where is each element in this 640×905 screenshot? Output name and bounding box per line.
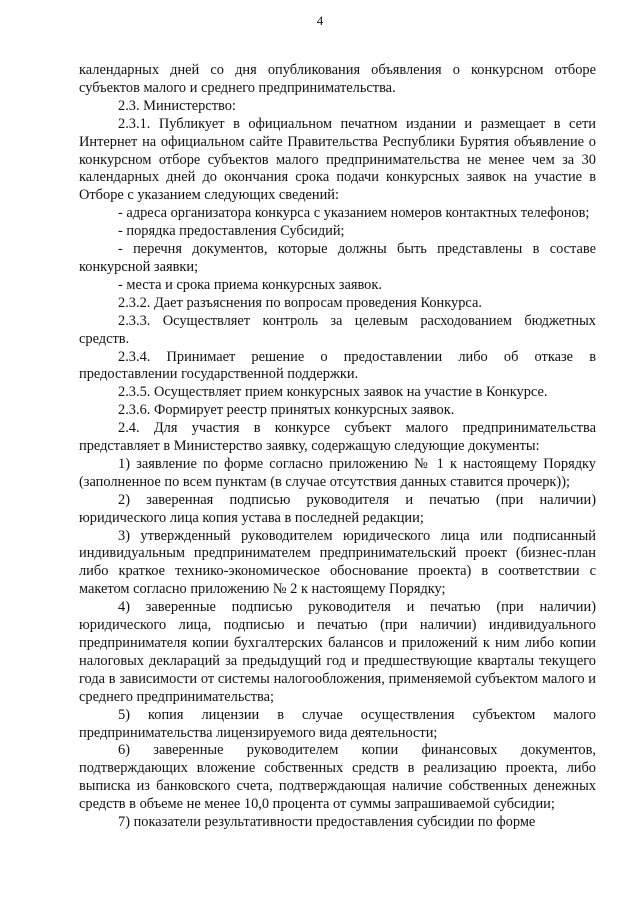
- document-item-7: 7) показатели результативности предоставления субсидии по форме: [118, 814, 536, 831]
- clause-2-3-1: 2.3.1. Публикует в официальном печатном издании и размещает в сети Интернет на официальном сайте Правительства Республики Бурятия объявление о конкурсном отборе субъектов малого предпринимательства не менее чем за 30 календарных дней до окончания срока подачи конкурсных заявок на участие в Отборе с указанием следующих сведений:: [79, 115, 596, 204]
- page-number: 4: [316, 13, 324, 28]
- document-body: [79, 62, 596, 832]
- section-2-4: 2.4. Для участия в конкурсе субъект малого предпринимательства представляет в Министерство заявку, содержащую следующие документы:: [79, 420, 596, 455]
- document-item-1: 1) заявление по форме согласно приложению № 1 к настоящему Порядку (заполненное по всем пунктам (в случае отсутствия данных ставится прочерк));: [79, 455, 596, 490]
- paragraph-continuation: календарных дней со дня опубликования объявления о конкурсном отборе субъектов малого и среднего предпринимательства.: [79, 62, 596, 96]
- list-item-documents: - перечня документов, которые должны быть представлены в составе конкурсной заявки;: [79, 241, 596, 275]
- clause-2-3-4: 2.3.4. Принимает решение о предоставлении либо об отказе в предоставлении государственной поддержки.: [79, 348, 596, 383]
- list-item-addresses: - адреса организатора конкурса с указанием номеров контактных телефонов;: [118, 205, 590, 222]
- document-item-5: 5) копия лицензии в случае осуществления субъектом малого предпринимательства лицензируемого вида деятельности;: [79, 706, 596, 741]
- document-item-6: 6) заверенные руководителем копии финансовых документов, подтверждающих вложение собственных средств в реализацию проекта, либо выписка из банковского счета, подтверждающая наличие собственных денежных средств в объеме не менее 10,0 процента от суммы запрашиваемой субсидии;: [79, 742, 596, 813]
- clause-2-3-5: 2.3.5. Осуществляет прием конкурсных заявок на участие в Конкурсе.: [118, 384, 548, 401]
- document-item-4: 4) заверенные подписью руководителя и печатью (при наличии) юридического лица, подписью и печатью (при наличии) индивидуального предпринимателя копии бухгалтерских балансов и приложений к ним либо копии налоговых деклараций за предыдущий год и предшествующие кварталы текущего года в зависимости от системы налогообложения, применяемой субъектом малого и среднего предпринимательства;: [79, 599, 596, 705]
- document-item-3: 3) утвержденный руководителем юридического лица или подписанный индивидуальным предпринимателем предпринимательский проект (бизнес-план либо краткое технико-экономическое обоснование проекта) в соответствии с макетом согласно приложению № 2 к настоящему Порядку;: [79, 527, 596, 598]
- clause-2-3-2: 2.3.2. Дает разъяснения по вопросам проведения Конкурса.: [118, 294, 482, 311]
- list-item-place: - места и срока приема конкурсных заявок.: [118, 276, 382, 293]
- section-2-3-heading: 2.3. Министерство:: [118, 97, 236, 114]
- list-item-procedure: - порядка предоставления Субсидий;: [118, 223, 345, 240]
- clause-2-3-3: 2.3.3. Осуществляет контроль за целевым расходованием бюджетных средств.: [79, 312, 596, 347]
- document-item-2: 2) заверенная подписью руководителя и печатью (при наличии) юридического лица копия устава в последней редакции;: [79, 491, 596, 526]
- clause-2-3-6: 2.3.6. Формирует реестр принятых конкурсных заявок.: [118, 402, 455, 419]
